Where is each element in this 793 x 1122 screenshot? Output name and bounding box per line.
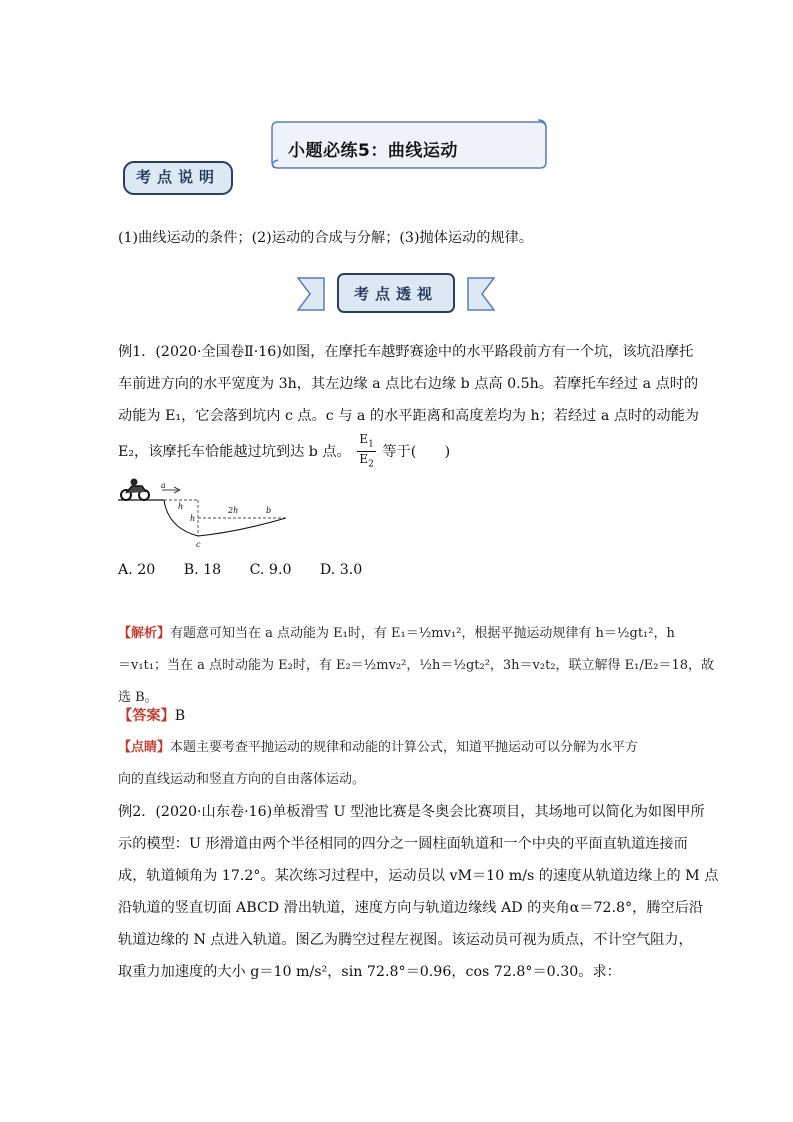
example1-line4-tail: 等于( ) — [382, 443, 451, 460]
label-h1: h — [178, 502, 184, 511]
example1-line2: 车前进方向的水平宽度为 3h，其左边缘 a 点比右边缘 b 点高 0.5h。若摩托车经过 a 点时的 — [118, 376, 699, 392]
label-a: a — [161, 481, 166, 490]
analysis-tag: 【解析】 — [118, 626, 171, 641]
intro-text: (1)曲线运动的条件；(2)运动的合成与分解；(3)抛体运动的规律。 — [118, 230, 533, 246]
label-h2: h — [190, 514, 196, 523]
analysis1-text1: 有题意可知当在 a 点动能为 E₁时，有 E₁＝½mv₁²，根据平抛运动规律有 h＝½gt₁²，h — [170, 626, 675, 641]
page-title: 小题必练5：曲线运动 — [288, 141, 458, 161]
comment-tag: 【点睛】 — [118, 740, 171, 755]
answer1 — [118, 700, 678, 732]
label-c: c — [196, 540, 201, 549]
example1-line4 — [118, 432, 678, 472]
analysis1-line1 — [118, 618, 678, 650]
example1-options: A. 20 B. 18 C. 9.0 D. 3.0 — [118, 562, 363, 578]
analysis1-line3: 选 B。 — [118, 690, 158, 705]
label-2h: 2h — [228, 506, 239, 515]
example2-line3: 成，轨道倾角为 17.2°。某次练习过程中，运动员以 vM＝10 m/s 的速度从轨道边缘上的 M 点 — [118, 868, 719, 884]
example1-line1: 例1．(2020·全国卷Ⅱ·16)如图，在摩托车越野赛途中的水平路段前方有一个坑，该坑沿摩托 — [118, 344, 694, 360]
fraction-e1-e2: $\frac{E_1}{E_2}$ — [359, 432, 374, 470]
comment1-text1: 本题主要考查平抛运动的规律和动能的计算公式，知道平抛运动可以分解为水平方 — [170, 740, 639, 755]
answer-value: B — [174, 708, 186, 724]
example2-line6: 取重力加速度的大小 g＝10 m/s²，sin 72.8°＝0.96，cos 72.8°＝0.30。求： — [118, 964, 621, 980]
example2-line2: 示的模型：U 形滑道由两个半径相同的四分之一圆柱面轨道和一个中央的平面直轨道连接而 — [118, 836, 688, 852]
example1-line4-text: E₂，该摩托车恰能越过坑到达 b 点。 — [118, 443, 351, 460]
comment1-line1 — [118, 732, 678, 764]
example2-line4: 沿轨道的竖直切面 ABCD 滑出轨道，速度方向与轨道边缘线 AD 的夹角α＝72.8°，腾空后沿 — [118, 900, 704, 916]
badge-kaodian-shuoming: 考点说明 — [135, 168, 220, 186]
motorcycle-icon — [121, 479, 149, 501]
comment1-line2: 向的直线运动和竖直方向的自由落体运动。 — [118, 772, 366, 787]
analysis1-line2: ＝v₁t₁；当在 a 点时动能为 E₂时，有 E₂＝½mv₂²，½h＝½gt₂²，3h＝v₂t₂，联立解得 E₁/E₂＝18，故 — [118, 658, 715, 673]
example2-line1: 例2．(2020·山东卷·16)单板滑雪 U 型池比赛是冬奥会比赛项目，其场地可以简化为如图甲所 — [118, 804, 705, 820]
pit-figure — [118, 476, 288, 550]
example1-line3: 动能为 E₁，它会落到坑内 c 点。c 与 a 的水平距离和高度差均为 h；若经过 a 点时的动能为 — [118, 408, 699, 424]
answer-tag: 【答案】 — [118, 708, 175, 724]
badge-kaodian-touxi: 考点透视 — [353, 285, 438, 303]
label-b: b — [266, 506, 272, 515]
example2-line5: 轨道边缘的 N 点进入轨道。图乙为腾空过程左视图。该运动员可视为质点，不计空气阻力， — [118, 932, 693, 948]
